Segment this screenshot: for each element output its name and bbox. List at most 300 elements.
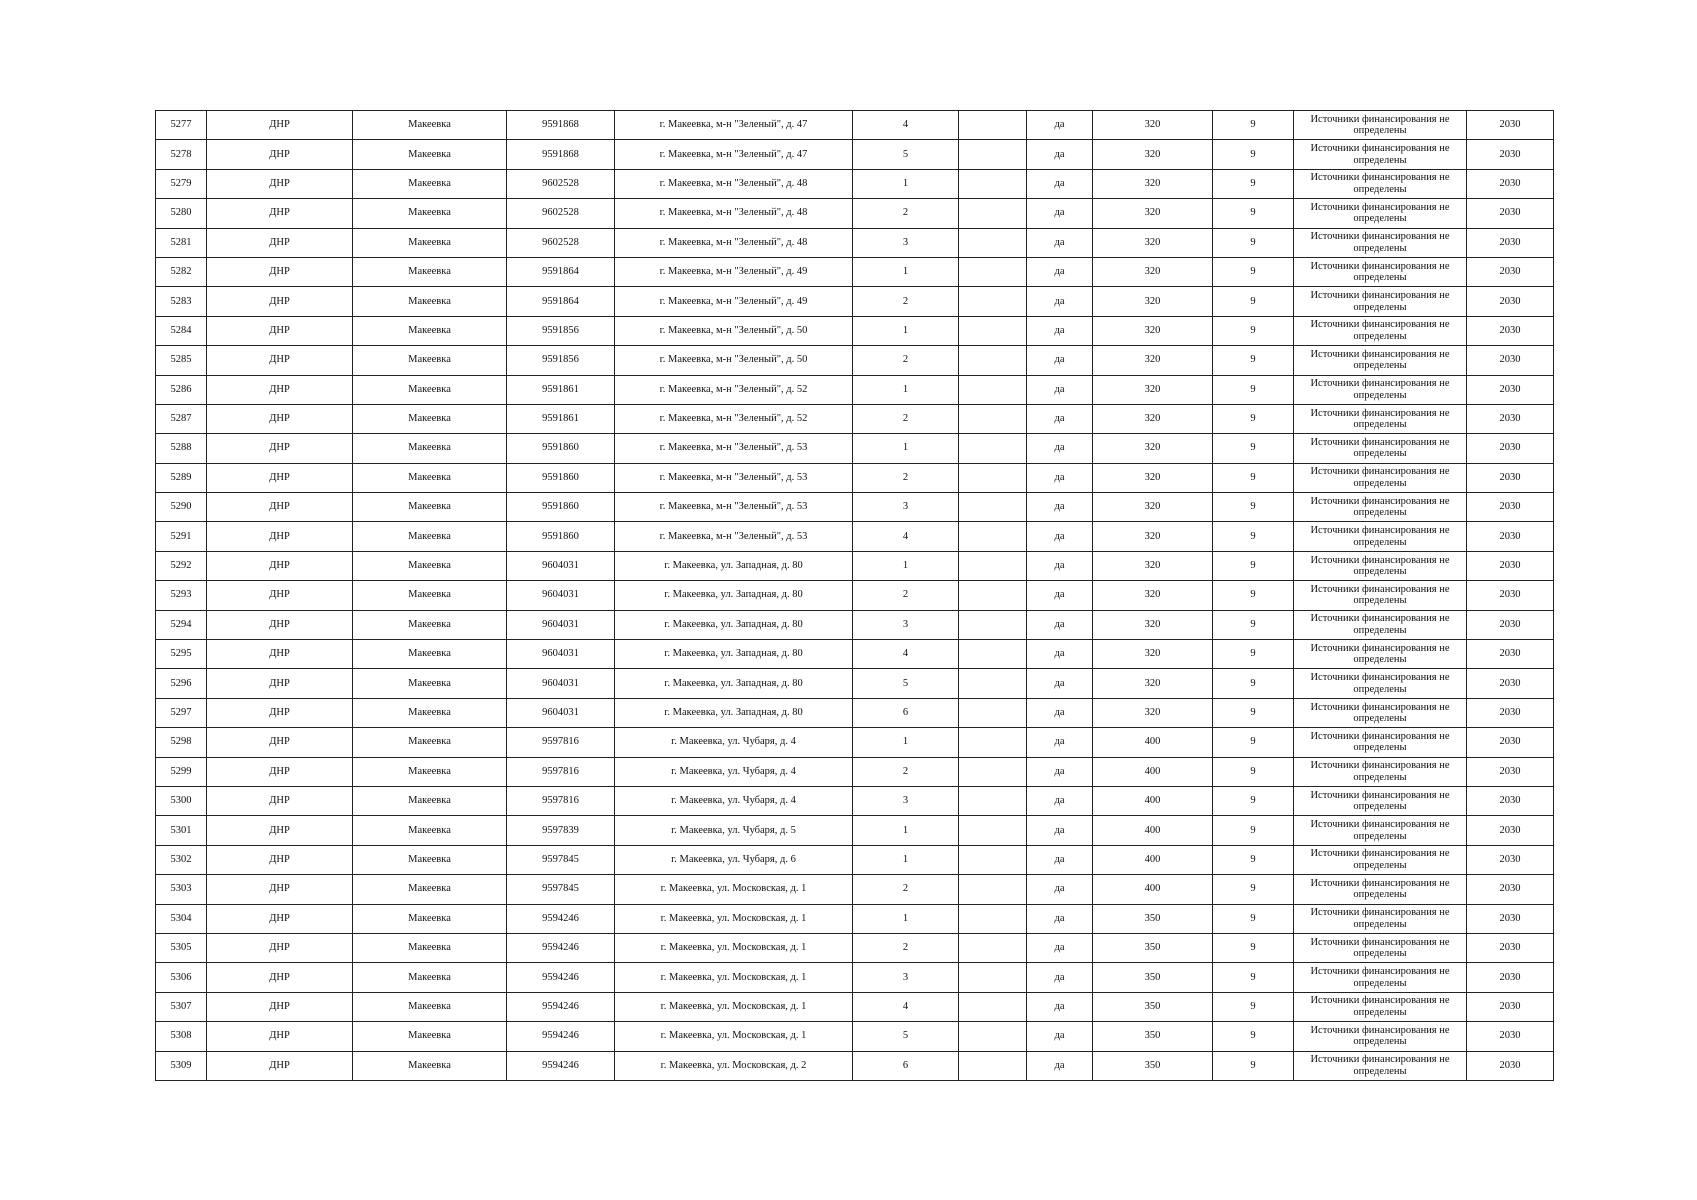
entrance-cell: 1 <box>853 375 959 404</box>
flag-cell: да <box>1027 522 1093 551</box>
funding-source-cell: Источники финансирования не определены <box>1294 493 1467 522</box>
row-number-cell: 5280 <box>156 199 207 228</box>
region-cell: ДНР <box>207 669 353 698</box>
floors-cell: 9 <box>1213 1022 1294 1051</box>
year-cell: 2030 <box>1467 199 1554 228</box>
address-cell: г. Макеевка, ул. Московская, д. 1 <box>615 875 853 904</box>
flag-cell: да <box>1027 698 1093 727</box>
table-row <box>156 257 1554 286</box>
entrance-cell: 1 <box>853 257 959 286</box>
code-cell: 9594246 <box>507 1022 615 1051</box>
amount-cell: 400 <box>1093 875 1213 904</box>
entrance-cell: 3 <box>853 493 959 522</box>
floors-cell: 9 <box>1213 1051 1294 1080</box>
address-cell: г. Макеевка, ул. Московская, д. 1 <box>615 1022 853 1051</box>
entrance-cell: 2 <box>853 875 959 904</box>
table-row <box>156 845 1554 874</box>
amount-cell: 320 <box>1093 640 1213 669</box>
year-cell: 2030 <box>1467 404 1554 433</box>
table-row <box>156 140 1554 169</box>
year-cell: 2030 <box>1467 904 1554 933</box>
floors-cell: 9 <box>1213 257 1294 286</box>
code-cell: 9594246 <box>507 904 615 933</box>
funding-source-cell: Источники финансирования не определены <box>1294 228 1467 257</box>
year-cell: 2030 <box>1467 1022 1554 1051</box>
table-row <box>156 816 1554 845</box>
address-cell: г. Макеевка, ул. Западная, д. 80 <box>615 581 853 610</box>
address-cell: г. Макеевка, м-н "Зеленый", д. 48 <box>615 228 853 257</box>
year-cell: 2030 <box>1467 346 1554 375</box>
empty-cell <box>959 610 1027 639</box>
table-row <box>156 493 1554 522</box>
region-cell: ДНР <box>207 904 353 933</box>
city-cell: Макеевка <box>353 551 507 580</box>
floors-cell: 9 <box>1213 786 1294 815</box>
region-cell: ДНР <box>207 228 353 257</box>
row-number-cell: 5283 <box>156 287 207 316</box>
funding-source-cell: Источники финансирования не определены <box>1294 434 1467 463</box>
flag-cell: да <box>1027 669 1093 698</box>
empty-cell <box>959 434 1027 463</box>
region-cell: ДНР <box>207 287 353 316</box>
floors-cell: 9 <box>1213 522 1294 551</box>
region-cell: ДНР <box>207 404 353 433</box>
code-cell: 9591861 <box>507 375 615 404</box>
city-cell: Макеевка <box>353 169 507 198</box>
funding-source-cell: Источники финансирования не определены <box>1294 463 1467 492</box>
funding-source-cell: Источники финансирования не определены <box>1294 757 1467 786</box>
year-cell: 2030 <box>1467 698 1554 727</box>
empty-cell <box>959 669 1027 698</box>
year-cell: 2030 <box>1467 581 1554 610</box>
funding-source-cell: Источники финансирования не определены <box>1294 786 1467 815</box>
entrance-cell: 3 <box>853 228 959 257</box>
entrance-cell: 6 <box>853 1051 959 1080</box>
entrance-cell: 4 <box>853 522 959 551</box>
amount-cell: 350 <box>1093 933 1213 962</box>
table-row <box>156 963 1554 992</box>
code-cell: 9604031 <box>507 551 615 580</box>
funding-source-cell: Источники финансирования не определены <box>1294 581 1467 610</box>
empty-cell <box>959 228 1027 257</box>
address-cell: г. Макеевка, ул. Московская, д. 1 <box>615 904 853 933</box>
amount-cell: 350 <box>1093 1022 1213 1051</box>
flag-cell: да <box>1027 463 1093 492</box>
region-cell: ДНР <box>207 316 353 345</box>
flag-cell: да <box>1027 140 1093 169</box>
year-cell: 2030 <box>1467 933 1554 962</box>
funding-source-cell: Источники финансирования не определены <box>1294 140 1467 169</box>
table-row <box>156 640 1554 669</box>
amount-cell: 400 <box>1093 845 1213 874</box>
flag-cell: да <box>1027 316 1093 345</box>
amount-cell: 400 <box>1093 786 1213 815</box>
table-row <box>156 287 1554 316</box>
year-cell: 2030 <box>1467 816 1554 845</box>
code-cell: 9597816 <box>507 786 615 815</box>
address-cell: г. Макеевка, м-н "Зеленый", д. 50 <box>615 316 853 345</box>
city-cell: Макеевка <box>353 140 507 169</box>
address-cell: г. Макеевка, ул. Чубаря, д. 4 <box>615 728 853 757</box>
flag-cell: да <box>1027 581 1093 610</box>
city-cell: Макеевка <box>353 698 507 727</box>
city-cell: Макеевка <box>353 992 507 1021</box>
row-number-cell: 5300 <box>156 786 207 815</box>
entrance-cell: 1 <box>853 316 959 345</box>
region-cell: ДНР <box>207 581 353 610</box>
entrance-cell: 1 <box>853 551 959 580</box>
flag-cell: да <box>1027 875 1093 904</box>
address-cell: г. Макеевка, ул. Московская, д. 2 <box>615 1051 853 1080</box>
floors-cell: 9 <box>1213 698 1294 727</box>
funding-source-cell: Источники финансирования не определены <box>1294 1051 1467 1080</box>
table-body <box>156 111 1554 1081</box>
city-cell: Макеевка <box>353 933 507 962</box>
region-cell: ДНР <box>207 199 353 228</box>
address-cell: г. Макеевка, ул. Чубаря, д. 4 <box>615 757 853 786</box>
empty-cell <box>959 287 1027 316</box>
entrance-cell: 1 <box>853 816 959 845</box>
flag-cell: да <box>1027 434 1093 463</box>
entrance-cell: 5 <box>853 1022 959 1051</box>
address-cell: г. Макеевка, м-н "Зеленый", д. 53 <box>615 522 853 551</box>
address-cell: г. Макеевка, м-н "Зеленый", д. 53 <box>615 493 853 522</box>
address-cell: г. Макеевка, ул. Западная, д. 80 <box>615 551 853 580</box>
flag-cell: да <box>1027 287 1093 316</box>
amount-cell: 320 <box>1093 551 1213 580</box>
empty-cell <box>959 992 1027 1021</box>
city-cell: Макеевка <box>353 581 507 610</box>
code-cell: 9591860 <box>507 463 615 492</box>
code-cell: 9604031 <box>507 581 615 610</box>
row-number-cell: 5278 <box>156 140 207 169</box>
year-cell: 2030 <box>1467 375 1554 404</box>
row-number-cell: 5303 <box>156 875 207 904</box>
amount-cell: 320 <box>1093 257 1213 286</box>
floors-cell: 9 <box>1213 610 1294 639</box>
table-row <box>156 316 1554 345</box>
entrance-cell: 4 <box>853 992 959 1021</box>
region-cell: ДНР <box>207 875 353 904</box>
address-cell: г. Макеевка, м-н "Зеленый", д. 52 <box>615 404 853 433</box>
entrance-cell: 4 <box>853 111 959 140</box>
region-cell: ДНР <box>207 786 353 815</box>
year-cell: 2030 <box>1467 1051 1554 1080</box>
flag-cell: да <box>1027 551 1093 580</box>
floors-cell: 9 <box>1213 169 1294 198</box>
amount-cell: 320 <box>1093 199 1213 228</box>
floors-cell: 9 <box>1213 933 1294 962</box>
row-number-cell: 5297 <box>156 698 207 727</box>
region-cell: ДНР <box>207 933 353 962</box>
floors-cell: 9 <box>1213 904 1294 933</box>
region-cell: ДНР <box>207 816 353 845</box>
year-cell: 2030 <box>1467 522 1554 551</box>
empty-cell <box>959 875 1027 904</box>
table-row <box>156 875 1554 904</box>
empty-cell <box>959 963 1027 992</box>
entrance-cell: 3 <box>853 963 959 992</box>
entrance-cell: 3 <box>853 610 959 639</box>
row-number-cell: 5295 <box>156 640 207 669</box>
empty-cell <box>959 581 1027 610</box>
floors-cell: 9 <box>1213 463 1294 492</box>
code-cell: 9597845 <box>507 845 615 874</box>
amount-cell: 320 <box>1093 316 1213 345</box>
flag-cell: да <box>1027 610 1093 639</box>
empty-cell <box>959 933 1027 962</box>
floors-cell: 9 <box>1213 845 1294 874</box>
row-number-cell: 5306 <box>156 963 207 992</box>
city-cell: Макеевка <box>353 728 507 757</box>
year-cell: 2030 <box>1467 551 1554 580</box>
region-cell: ДНР <box>207 1022 353 1051</box>
entrance-cell: 1 <box>853 845 959 874</box>
amount-cell: 350 <box>1093 992 1213 1021</box>
table-row <box>156 1051 1554 1080</box>
row-number-cell: 5305 <box>156 933 207 962</box>
address-cell: г. Макеевка, ул. Западная, д. 80 <box>615 610 853 639</box>
city-cell: Макеевка <box>353 845 507 874</box>
address-cell: г. Макеевка, м-н "Зеленый", д. 53 <box>615 463 853 492</box>
city-cell: Макеевка <box>353 757 507 786</box>
funding-source-cell: Источники финансирования не определены <box>1294 992 1467 1021</box>
table-row <box>156 375 1554 404</box>
entrance-cell: 3 <box>853 786 959 815</box>
entrance-cell: 2 <box>853 287 959 316</box>
code-cell: 9591860 <box>507 493 615 522</box>
floors-cell: 9 <box>1213 404 1294 433</box>
address-cell: г. Макеевка, м-н "Зеленый", д. 49 <box>615 287 853 316</box>
address-cell: г. Макеевка, ул. Московская, д. 1 <box>615 933 853 962</box>
region-cell: ДНР <box>207 963 353 992</box>
row-number-cell: 5292 <box>156 551 207 580</box>
row-number-cell: 5296 <box>156 669 207 698</box>
code-cell: 9591856 <box>507 346 615 375</box>
empty-cell <box>959 1051 1027 1080</box>
address-cell: г. Макеевка, м-н "Зеленый", д. 49 <box>615 257 853 286</box>
table-row <box>156 904 1554 933</box>
empty-cell <box>959 140 1027 169</box>
address-cell: г. Макеевка, ул. Западная, д. 80 <box>615 640 853 669</box>
row-number-cell: 5277 <box>156 111 207 140</box>
region-cell: ДНР <box>207 169 353 198</box>
floors-cell: 9 <box>1213 287 1294 316</box>
region-cell: ДНР <box>207 1051 353 1080</box>
flag-cell: да <box>1027 493 1093 522</box>
flag-cell: да <box>1027 111 1093 140</box>
amount-cell: 320 <box>1093 375 1213 404</box>
flag-cell: да <box>1027 845 1093 874</box>
code-cell: 9602528 <box>507 228 615 257</box>
empty-cell <box>959 904 1027 933</box>
amount-cell: 320 <box>1093 434 1213 463</box>
address-cell: г. Макеевка, ул. Западная, д. 80 <box>615 669 853 698</box>
city-cell: Макеевка <box>353 434 507 463</box>
flag-cell: да <box>1027 904 1093 933</box>
entrance-cell: 1 <box>853 728 959 757</box>
year-cell: 2030 <box>1467 845 1554 874</box>
funding-source-cell: Источники финансирования не определены <box>1294 199 1467 228</box>
amount-cell: 320 <box>1093 140 1213 169</box>
floors-cell: 9 <box>1213 199 1294 228</box>
city-cell: Макеевка <box>353 786 507 815</box>
funding-source-cell: Источники финансирования не определены <box>1294 1022 1467 1051</box>
address-cell: г. Макеевка, ул. Чубаря, д. 5 <box>615 816 853 845</box>
empty-cell <box>959 1022 1027 1051</box>
floors-cell: 9 <box>1213 669 1294 698</box>
table-row <box>156 404 1554 433</box>
address-cell: г. Макеевка, м-н "Зеленый", д. 47 <box>615 111 853 140</box>
code-cell: 9591861 <box>507 404 615 433</box>
code-cell: 9591856 <box>507 316 615 345</box>
code-cell: 9591868 <box>507 111 615 140</box>
funding-source-cell: Источники финансирования не определены <box>1294 287 1467 316</box>
empty-cell <box>959 199 1027 228</box>
row-number-cell: 5288 <box>156 434 207 463</box>
amount-cell: 320 <box>1093 287 1213 316</box>
region-cell: ДНР <box>207 257 353 286</box>
row-number-cell: 5284 <box>156 316 207 345</box>
entrance-cell: 2 <box>853 581 959 610</box>
row-number-cell: 5285 <box>156 346 207 375</box>
code-cell: 9604031 <box>507 669 615 698</box>
row-number-cell: 5294 <box>156 610 207 639</box>
amount-cell: 350 <box>1093 1051 1213 1080</box>
row-number-cell: 5293 <box>156 581 207 610</box>
amount-cell: 320 <box>1093 346 1213 375</box>
table-row <box>156 111 1554 140</box>
flag-cell: да <box>1027 375 1093 404</box>
floors-cell: 9 <box>1213 875 1294 904</box>
empty-cell <box>959 346 1027 375</box>
floors-cell: 9 <box>1213 493 1294 522</box>
table-row <box>156 669 1554 698</box>
empty-cell <box>959 375 1027 404</box>
empty-cell <box>959 316 1027 345</box>
row-number-cell: 5298 <box>156 728 207 757</box>
region-cell: ДНР <box>207 493 353 522</box>
funding-source-cell: Источники финансирования не определены <box>1294 316 1467 345</box>
region-cell: ДНР <box>207 640 353 669</box>
city-cell: Макеевка <box>353 493 507 522</box>
table-row <box>156 346 1554 375</box>
flag-cell: да <box>1027 728 1093 757</box>
funding-source-cell: Источники финансирования не определены <box>1294 816 1467 845</box>
city-cell: Макеевка <box>353 669 507 698</box>
floors-cell: 9 <box>1213 140 1294 169</box>
code-cell: 9591860 <box>507 434 615 463</box>
funding-source-cell: Источники финансирования не определены <box>1294 346 1467 375</box>
code-cell: 9597816 <box>507 728 615 757</box>
address-cell: г. Макеевка, м-н "Зеленый", д. 47 <box>615 140 853 169</box>
year-cell: 2030 <box>1467 493 1554 522</box>
empty-cell <box>959 845 1027 874</box>
region-cell: ДНР <box>207 992 353 1021</box>
funding-source-cell: Источники финансирования не определены <box>1294 963 1467 992</box>
region-cell: ДНР <box>207 111 353 140</box>
code-cell: 9597845 <box>507 875 615 904</box>
region-cell: ДНР <box>207 375 353 404</box>
floors-cell: 9 <box>1213 316 1294 345</box>
city-cell: Макеевка <box>353 316 507 345</box>
entrance-cell: 2 <box>853 463 959 492</box>
region-cell: ДНР <box>207 728 353 757</box>
address-cell: г. Макеевка, м-н "Зеленый", д. 53 <box>615 434 853 463</box>
entrance-cell: 4 <box>853 640 959 669</box>
empty-cell <box>959 169 1027 198</box>
flag-cell: да <box>1027 404 1093 433</box>
year-cell: 2030 <box>1467 111 1554 140</box>
table-row <box>156 610 1554 639</box>
table-row <box>156 1022 1554 1051</box>
amount-cell: 400 <box>1093 728 1213 757</box>
entrance-cell: 2 <box>853 404 959 433</box>
funding-source-cell: Источники финансирования не определены <box>1294 904 1467 933</box>
address-cell: г. Макеевка, ул. Московская, д. 1 <box>615 992 853 1021</box>
amount-cell: 320 <box>1093 610 1213 639</box>
table-row <box>156 728 1554 757</box>
city-cell: Макеевка <box>353 257 507 286</box>
year-cell: 2030 <box>1467 963 1554 992</box>
amount-cell: 350 <box>1093 904 1213 933</box>
funding-source-cell: Источники финансирования не определены <box>1294 111 1467 140</box>
amount-cell: 320 <box>1093 404 1213 433</box>
table-row <box>156 551 1554 580</box>
table-row <box>156 463 1554 492</box>
flag-cell: да <box>1027 757 1093 786</box>
floors-cell: 9 <box>1213 757 1294 786</box>
floors-cell: 9 <box>1213 228 1294 257</box>
row-number-cell: 5282 <box>156 257 207 286</box>
floors-cell: 9 <box>1213 640 1294 669</box>
code-cell: 9594246 <box>507 992 615 1021</box>
year-cell: 2030 <box>1467 228 1554 257</box>
empty-cell <box>959 522 1027 551</box>
year-cell: 2030 <box>1467 640 1554 669</box>
row-number-cell: 5290 <box>156 493 207 522</box>
city-cell: Макеевка <box>353 463 507 492</box>
entrance-cell: 2 <box>853 933 959 962</box>
funding-source-cell: Источники финансирования не определены <box>1294 404 1467 433</box>
table-row <box>156 992 1554 1021</box>
empty-cell <box>959 463 1027 492</box>
amount-cell: 320 <box>1093 698 1213 727</box>
code-cell: 9597839 <box>507 816 615 845</box>
year-cell: 2030 <box>1467 257 1554 286</box>
year-cell: 2030 <box>1467 169 1554 198</box>
city-cell: Макеевка <box>353 963 507 992</box>
amount-cell: 350 <box>1093 963 1213 992</box>
year-cell: 2030 <box>1467 992 1554 1021</box>
code-cell: 9597816 <box>507 757 615 786</box>
empty-cell <box>959 551 1027 580</box>
city-cell: Макеевка <box>353 375 507 404</box>
year-cell: 2030 <box>1467 287 1554 316</box>
empty-cell <box>959 757 1027 786</box>
city-cell: Макеевка <box>353 904 507 933</box>
flag-cell: да <box>1027 640 1093 669</box>
table-row <box>156 199 1554 228</box>
amount-cell: 320 <box>1093 581 1213 610</box>
city-cell: Макеевка <box>353 111 507 140</box>
city-cell: Макеевка <box>353 875 507 904</box>
flag-cell: да <box>1027 816 1093 845</box>
row-number-cell: 5289 <box>156 463 207 492</box>
empty-cell <box>959 257 1027 286</box>
funding-source-cell: Источники финансирования не определены <box>1294 845 1467 874</box>
city-cell: Макеевка <box>353 287 507 316</box>
